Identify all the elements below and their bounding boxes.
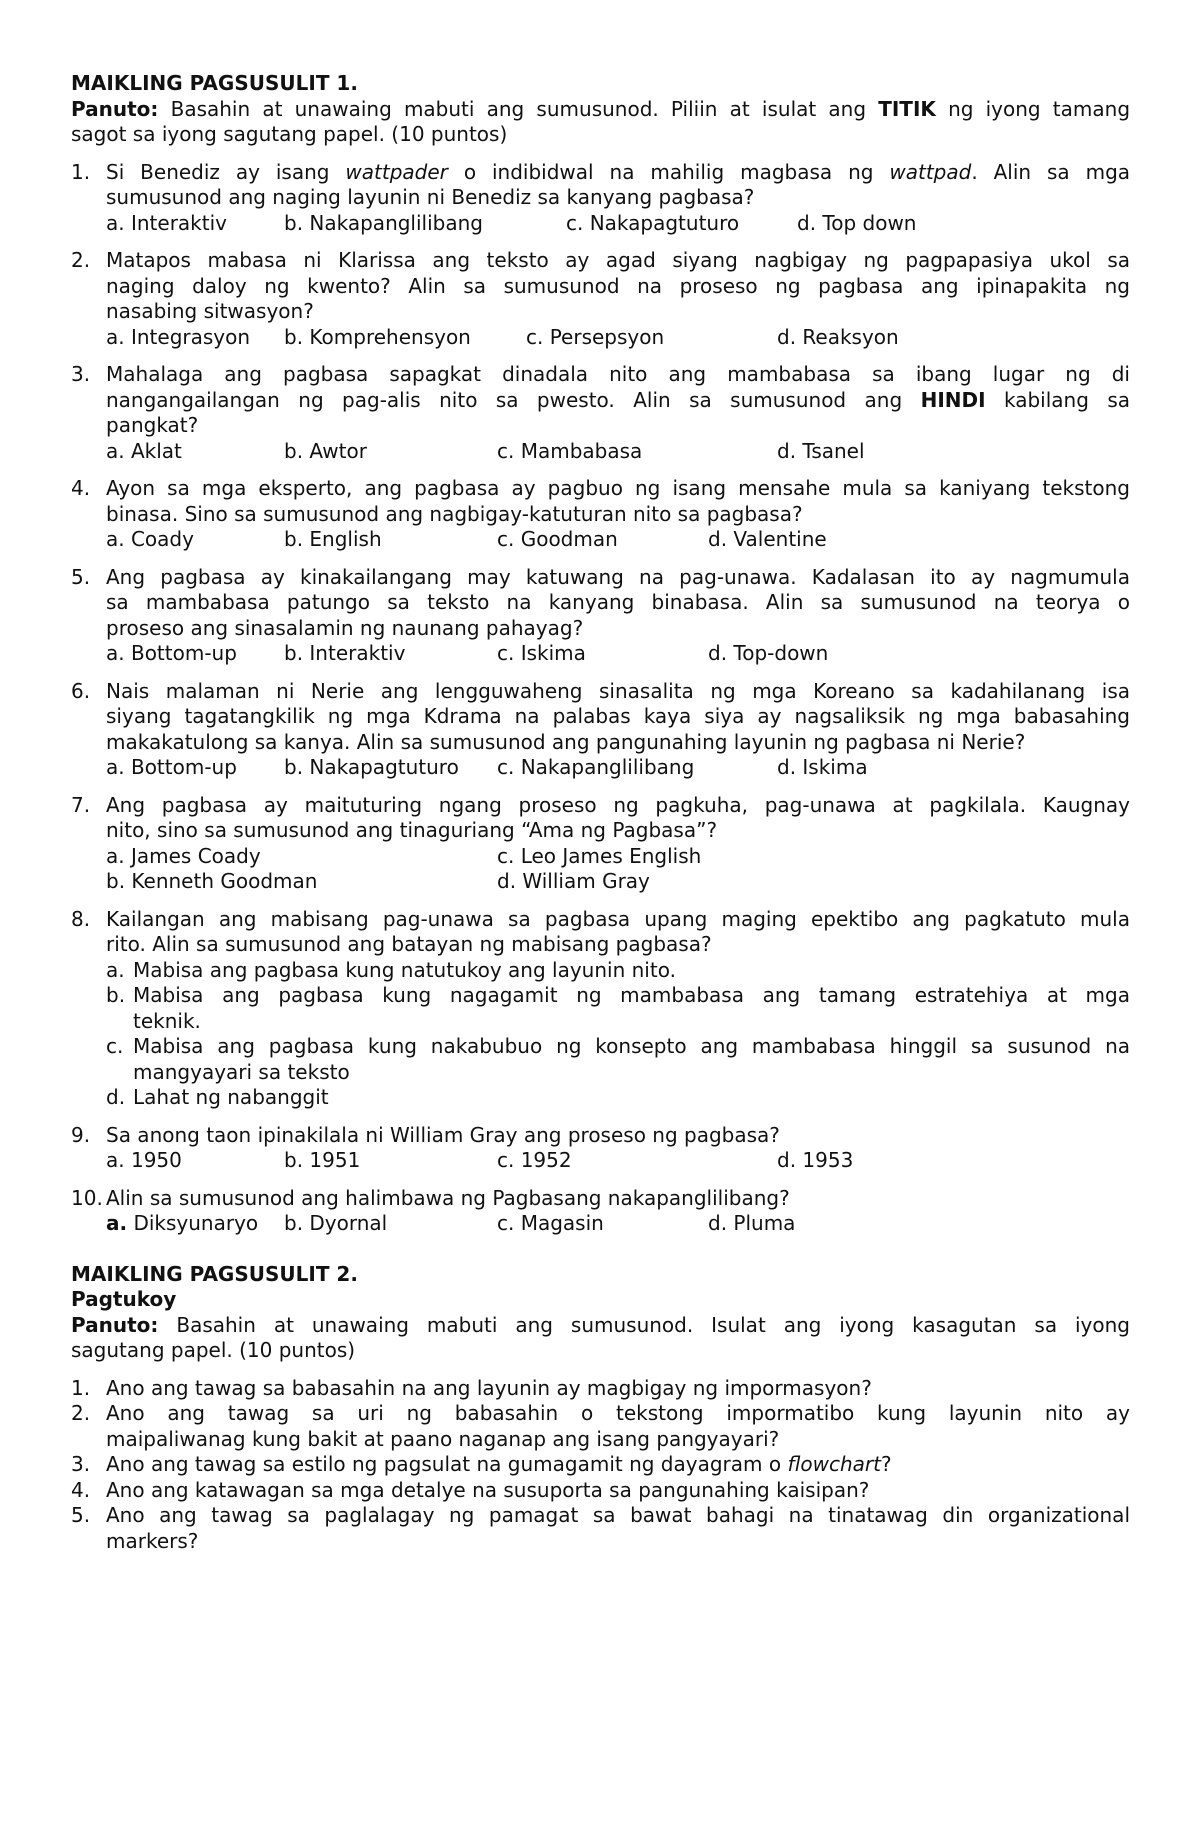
identification-item-2: 2. Ano ang tawag sa uri ng babasahin o tekstong impormatibo kung layunin nito ay maipaliwanag kung bakit at paano naganap ang isang pangyayari?: [71, 1401, 1130, 1451]
option-d[interactable]: d. Top down: [797, 210, 917, 235]
option-b[interactable]: b. Komprehensyon: [284, 324, 471, 349]
question-6: 6. Nais malaman ni Nerie ang lengguwaheng sinasalita ng mga Koreano sa kadahilanang isa siyang tagatangkilik ng mga Kdrama na palabas kaya siya ay nagsaliksik ng mga babasahing makakatulong sa kanya. Alin sa sumusunod ang pangunahing layunin ng pagbasa ni Nerie? a. Bottom-up b. Nakapagtuturo c. Nakapanglilibang d. Iskima: [71, 678, 1130, 779]
option-a[interactable]: a. 1950: [106, 1148, 182, 1172]
option-c[interactable]: c. Nakapagtuturo: [566, 210, 740, 235]
option-d[interactable]: d. Reaksyon: [777, 324, 899, 349]
answer-options: [106, 527, 1130, 553]
quiz2-title: MAIKLING PAGSUSULIT 2.: [71, 1261, 358, 1286]
option-c[interactable]: c. Goodman: [497, 527, 618, 551]
answer-options: [106, 325, 1130, 351]
option-c[interactable]: c. Persepsyon: [526, 324, 665, 349]
question-10: 10. Alin sa sumusunod ang halimbawa ng Pagbasang nakapanglilibang? a. Diksyunaryo b. Dyornal c. Magasin d. Pluma: [71, 1186, 1130, 1237]
question-1: 1. Si Benediz ay isang wattpader o indibidwal na mahilig magbasa ng wattpad. Alin sa mga sumusunod ang naging layunin ni Benediz sa kanyang pagbasa? a. Interaktiv b. Nakapanglilibang c. Nakapagtuturo d. Top down: [71, 159, 1131, 235]
option-a[interactable]: a. Aklat: [106, 438, 182, 463]
option-a[interactable]: a. Bottom-up: [106, 755, 237, 779]
question-8: 8. Kailangan ang mabisang pag-unawa sa pagbasa upang maging epektibo ang pagkatuto mula rito. Alin sa sumusunod ang batayan ng mabisang pagbasa? a. Mabisa ang pagbasa kung natutukoy ang layunin nito. b. Mabisa ang pagbasa kung nagagamit ng mambabasa ang tamang estratehiya at mga teknik. c. Mabisa ang pagbasa kung nakabubuo ng konsepto ang mambabasa hinggil sa susunod na mangyayari sa teksto d. Lahat ng nabanggit: [71, 906, 1130, 1109]
option-c[interactable]: c. 1952: [497, 1148, 572, 1172]
question-5: 5. Ang pagbasa ay kinakailangang may katuwang na pag-unawa. Kadalasan ito ay nagmumula sa mambabasa patungo sa teksto na kanyang binabasa. Alin sa sumusunod na teorya o proseso ang sinasalamin ng naunang pahayag? a. Bottom-up b. Interaktiv c. Iskima d. Top-down: [71, 564, 1130, 665]
option-d[interactable]: d. Iskima: [777, 755, 868, 779]
quiz2-instructions-line1: Panuto: Basahin at unawaing mabuti ang sumusunod. Isulat ang iyong kasagutan sa iyong: [71, 1312, 1131, 1337]
option-a[interactable]: a. Integrasyon: [106, 324, 251, 349]
worksheet-page: [71, 71, 1130, 1554]
option-c[interactable]: c. Magasin: [497, 1211, 604, 1235]
option-a[interactable]: a. Interaktiv: [106, 210, 227, 235]
option-b[interactable]: b. Interaktiv: [284, 641, 406, 665]
option-c[interactable]: c. Leo James English: [497, 843, 702, 868]
option-b[interactable]: b. Nakapagtuturo: [284, 755, 459, 779]
option-d[interactable]: d. William Gray: [497, 869, 650, 893]
option-d[interactable]: d. Pluma: [708, 1211, 796, 1235]
identification-item-3: 3. Ano ang tawag sa estilo ng pagsulat na gumagamit ng dayagram o flowchart?: [71, 1452, 892, 1476]
quiz1-title: MAIKLING PAGSUSULIT 1.: [71, 71, 358, 95]
quiz1-instructions-line2: sagot sa iyong sagutang papel. (10 puntos): [71, 122, 508, 146]
option-b[interactable]: b. Dyornal: [284, 1211, 388, 1235]
option-b[interactable]: b. English: [284, 527, 382, 551]
question-4: 4. Ayon sa mga eksperto, ang pagbasa ay pagbuo ng isang mensahe mula sa kaniyang tekstong binasa. Sino sa sumusunod ang nagbigay-katuturan nito sa pagbasa? a. Coady b. English c. Goodman d. Valentine: [71, 476, 1130, 551]
option-b[interactable]: b. Kenneth Goodman: [106, 869, 318, 893]
answer-options: [106, 1211, 1130, 1237]
option-a[interactable]: a. James Coady: [106, 843, 261, 868]
option-d[interactable]: d. Valentine: [708, 527, 827, 551]
answer-options-row1: [106, 844, 1130, 870]
option-a[interactable]: a. Diksyunaryo: [106, 1211, 259, 1235]
question-2: 2. Matapos mabasa ni Klarissa ang teksto ay agad siyang nagbigay ng pagpapasiya ukol sa naging daloy ng kwento? Alin sa sumusunod na proseso ng pagbasa ang ipinapakita ng nasabing sitwasyon? a. Integrasyon b. Komprehensyon c. Persepsyon d. Reaksyon: [71, 248, 1130, 349]
option-c[interactable]: c. Mabisa ang pagbasa kung nakabubuo ng konsepto ang mambabasa hinggil sa susunod na mangyayari sa teksto: [106, 1034, 1130, 1084]
identification-item-1: 1. Ano ang tawag sa babasahin na ang layunin ay magbigay ng impormasyon?: [71, 1375, 872, 1400]
answer-options: [106, 641, 1130, 667]
option-b[interactable]: b. Nakapanglilibang: [284, 210, 483, 235]
option-c[interactable]: c. Nakapanglilibang: [497, 755, 695, 779]
answer-options: [106, 439, 1130, 465]
quiz2-instructions-line2: sagutang papel. (10 puntos): [71, 1338, 356, 1362]
answer-options: [106, 211, 1130, 237]
quiz2-subtitle: Pagtukoy: [71, 1287, 177, 1311]
option-d[interactable]: d. Top-down: [708, 641, 829, 665]
option-c[interactable]: c. Iskima: [497, 641, 586, 665]
option-b[interactable]: b. Mabisa ang pagbasa kung nagagamit ng mambabasa ang tamang estratehiya at mga teknik.: [106, 983, 1130, 1033]
quiz1-instructions-line1: Panuto: Basahin at unawaing mabuti ang sumusunod. Piliin at isulat ang TITIK ng iyong tamang: [71, 96, 1131, 121]
answer-options: [106, 755, 1130, 781]
instructions-label: Panuto:: [71, 1312, 159, 1337]
option-d[interactable]: d. Tsanel: [777, 438, 865, 463]
option-a[interactable]: a. Mabisa ang pagbasa kung natutukoy ang layunin nito.: [106, 957, 676, 982]
question-3: 3. Mahalaga ang pagbasa sapagkat dinadala nito ang mambabasa sa ibang lugar ng di nangangailangan ng pag-alis nito sa pwesto. Alin sa sumusunod ang HINDI kabilang sa pangkat? a. Aklat b. Awtor c. Mambabasa d. Tsanel: [71, 362, 1130, 463]
option-a[interactable]: a. Coady: [106, 527, 194, 551]
option-a[interactable]: a. Bottom-up: [106, 641, 237, 665]
instructions-label: Panuto:: [71, 96, 159, 121]
option-d[interactable]: d. Lahat ng nabanggit: [106, 1085, 329, 1109]
option-d[interactable]: d. 1953: [777, 1148, 854, 1172]
identification-item-5: 5. Ano ang tawag sa paglalagay ng pamagat sa bawat bahagi na tinatawag din organizational markers?: [71, 1503, 1130, 1553]
identification-item-4: 4. Ano ang katawagan sa mga detalye na susuporta sa pangunahing kaisipan?: [71, 1477, 870, 1502]
question-9: 9. Sa anong taon ipinakilala ni William Gray ang proseso ng pagbasa? a. 1950 b. 1951 c. 1952 d. 1953: [71, 1123, 1130, 1174]
answer-options-row2: [106, 869, 1130, 895]
option-b[interactable]: b. 1951: [284, 1148, 361, 1172]
answer-options: [106, 1148, 1130, 1174]
option-c[interactable]: c. Mambabasa: [497, 438, 643, 463]
question-7: 7. Ang pagbasa ay maituturing ngang proseso ng pagkuha, pag-unawa at pagkilala. Kaugnay nito, sino sa sumusunod ang tinaguriang “Ama ng Pagbasa”? a. James Coady c. Leo James English b. Kenneth Goodman d. William Gray: [71, 792, 1130, 893]
option-b[interactable]: b. Awtor: [284, 438, 367, 463]
